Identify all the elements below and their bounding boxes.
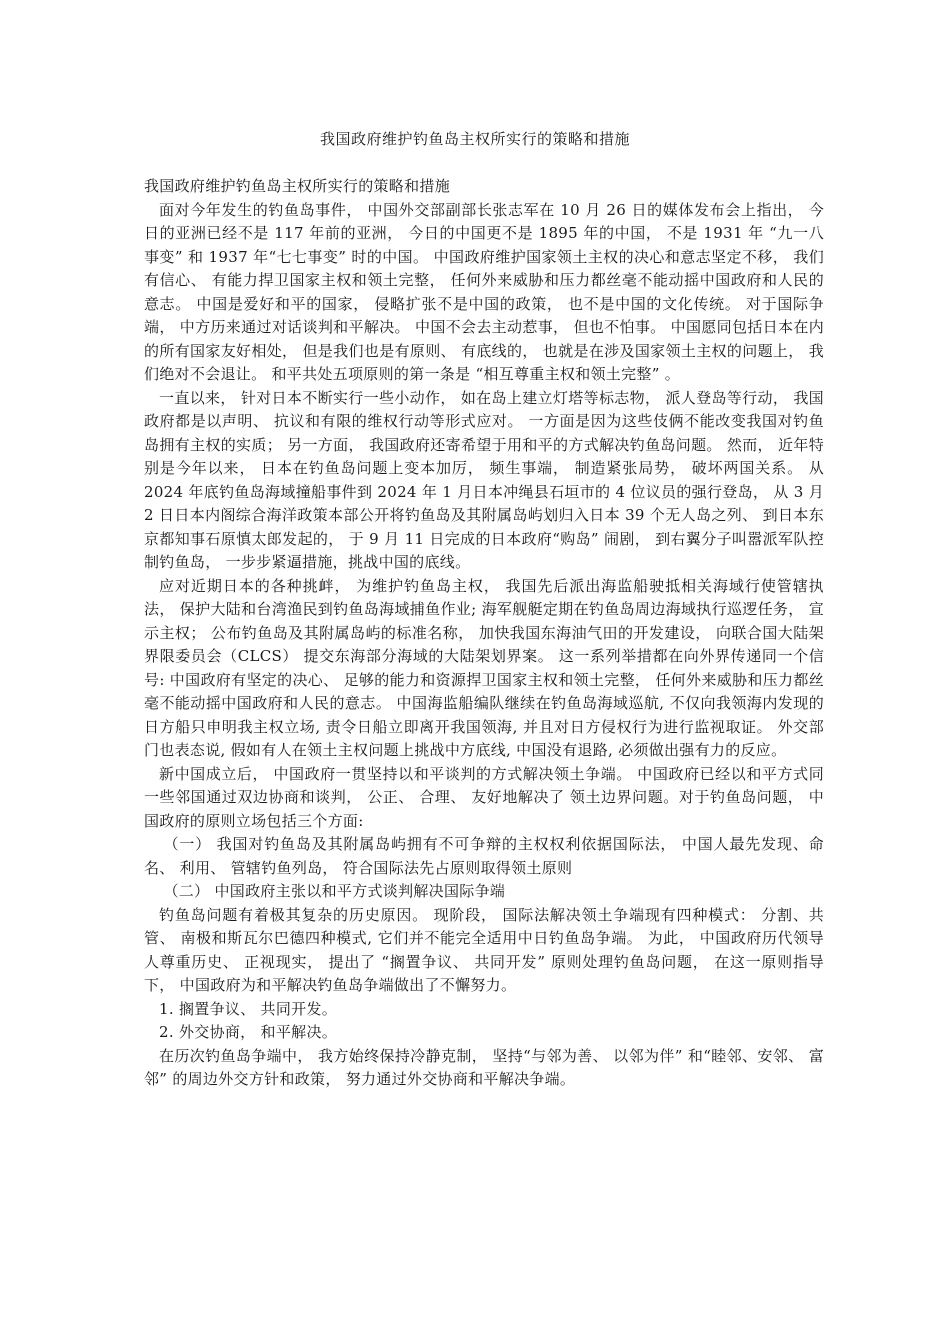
paragraph-1: 面对今年发生的钓鱼岛事件， 中国外交部副部长张志军在 10 月 26 日的媒体发布会上指出， 今日的亚洲已经不是 117 年前的亚洲， 今日的中国更不是 1895 年的中国， 不是 1931 年 “九一八事变” 和 1937 年“七七事变” 时的中国。 中国政府维护国家领土主权的决心和意志坚定不移， 我们有信心、 有能力捍卫国家主权和领土完整， 任何外来威胁和压力都丝毫不能动摇中国政府和人民的意志。 中国是爱好和平的国家， 侵略扩张不是中国的政策， 也不是中国的文化传统。 对于国际争端， 中方历来通过对话谈判和平解决。 中国不会去主动惹事， 但也不怕事。 中国愿同包括日本在内的所有国家友好相处， 但是我们也是有原则、 有底线的， 也就是在涉及国家领土主权的问题上， 我们绝对不会退让。 和平共处五项原则的第一条是 “相互尊重主权和领土完整” 。 [144, 200, 824, 383]
paragraph-4: 新中国成立后， 中国政府一贯坚持以和平谈判的方式解决领土争端。 中国政府已经以和平方式同一些邻国通过双边协商和谈判， 公正、 合理、 友好地解决了 领土边界问题。对于钓鱼岛问题， 中国政府的原则立场包括三个方面: [144, 764, 824, 830]
paragraph-3: 应对近期日本的各种挑衅， 为维护钓鱼岛主权， 我国先后派出海监船驶抵相关海域行使管辖执法， 保护大陆和台湾渔民到钓鱼岛海域捕鱼作业; 海军舰艇定期在钓鱼岛周边海域执行巡逻任务， 宣示主权； 公布钓鱼岛及其附属岛屿的标准名称， 加快我国东海油气田的开发建设， 向联合国大陆架界限委员会（CLCS） 提交东海部分海域的大陆架划界案。 这一系列举措都在向外界传递同一个信号: 中国政府有坚定的决心、 足够的能力和资源捍卫国家主权和领土完整， 任何外来威胁和压力都丝毫不能动摇中国政府和人民的意志。 中国海监船编队继续在钓鱼岛海域巡航, 不仅向我领海内发现的日方船只申明我主权立场, 责令日船立即离开我国领海, 并且对日方侵权行为进行监视取证。 外交部门也表态说, 假如有人在领土主权问题上挑战中方底线, 中国没有退路, 必须做出强有力的反应。 [144, 576, 824, 759]
principle-point-2: （二） 中国政府主张以和平方式谈判解决国际争端 [163, 882, 506, 900]
paragraph-6: 在历次钓鱼岛争端中， 我方始终保持冷静克制， 坚持“与邻为善、 以邻为伴” 和“睦邻、安邻、 富邻” 的周边外交方针和政策， 努力通过外交协商和平解决争端。 [144, 1046, 824, 1088]
numbered-item-2: 2. 外交协商， 和平解决。 [159, 1023, 338, 1041]
document-body [144, 175, 824, 1092]
principle-point-1: （一） 我国对钓鱼岛及其附属岛屿拥有不可争辩的主权权利依据国际法， 中国人最先发现、命名、 利用、 管辖钓鱼列岛， 符合国际法先占原则取得领土原则 [144, 835, 824, 877]
paragraph-2: 一直以来， 针对日本不断实行一些小动作， 如在岛上建立灯塔等标志物， 派人登岛等行动， 我国政府都是以声明、 抗议和有限的维权行动等形式应对。 一方面是因为这些伎俩不能改变我国对钓鱼岛拥有主权的实质； 另一方面， 我国政府还寄希望于用和平的方式解决钓鱼岛问题。 然而， 近年特别是今年以来， 日本在钓鱼岛问题上变本加厉， 频生事端， 制造紧张局势， 破坏两国关系。 从 2024 年底钓鱼岛海域撞船事件到 2024 年 1 月日本冲绳县石垣市的 4 位议员的强行登岛， 从 3 月 2 日日本内阁综合海洋政策本部公开将钓鱼岛及其附属岛屿划归入日本 39 个无人岛之列、 到日本东京都知事石原慎太郎发起的， 于 9 月 11 日完成的日本政府“购岛” 闹剧， 到右翼分子叫嚣派军队控制钓鱼岛， 一步步紧逼措施，挑战中国的底线。 [144, 388, 824, 571]
document-title: 我国政府维护钓鱼岛主权所实行的策略和措施 [319, 130, 630, 148]
section-heading: 我国政府维护钓鱼岛主权所实行的策略和措施 [144, 177, 451, 195]
numbered-item-1: 1. 搁置争议、 共同开发。 [159, 999, 338, 1018]
paragraph-5: 钓鱼岛问题有着极其复杂的历史原因。 现阶段， 国际法解决领土争端现有四种模式： 分割、共管、 南极和斯瓦尔巴德四种模式, 它们并不能完全适用中日钓鱼岛争端。 为此， 中国政府历代领导人尊重历史、 正视现实， 提出了 “搁置争议、 共同开发” 原则处理钓鱼岛问题， 在这一原则指导下， 中国政府为和平解决钓鱼岛争端做出了不懈努力。 [144, 905, 824, 994]
